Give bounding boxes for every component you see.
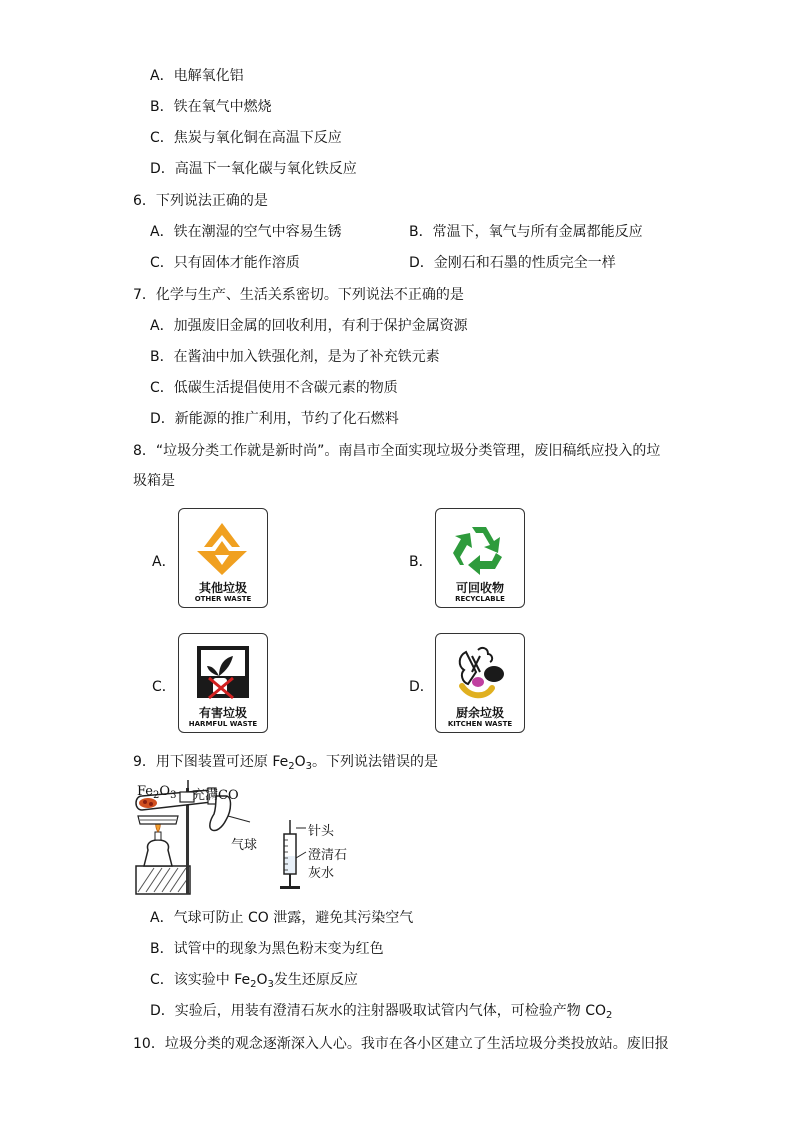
other-waste-icon [179,517,266,577]
needle-label: 针头 [308,824,335,839]
q6-option-d: D．金刚石和石墨的性质完全一样 [409,255,616,271]
q8-option-a-bin [178,508,268,608]
q7-option-c: C．低碳生活提倡使用不含碳元素的物质 [150,380,398,396]
q5-option-b: B．铁在氧气中燃烧 [150,99,272,115]
q6-option-b: B．常温下，氧气与所有金属都能反应 [409,224,643,240]
q10-stem: 10．垃圾分类的观念逐渐深入人心。我市在各小区建立了生活垃圾分类投放站。废旧报 [133,1036,669,1052]
fe2o3-label: $Fe_2O_3$ [137,784,177,801]
q8-stem-line1: 8．“垃圾分类工作就是新时尚”。南昌市全面实现垃圾分类管理，废旧稿纸应投入的垃 [133,443,661,459]
q8-option-b-en: RECYCLABLE [455,595,505,603]
co-label: 充满CO [192,788,239,803]
alcohol-lamp [144,840,172,866]
kitchen-waste-icon [436,642,523,702]
q9-option-c: C．该实验中 $Fe_2O_3$发生还原反应 [150,972,358,990]
harmful-waste-icon [179,642,266,702]
q7-option-a: A．加强废旧金属的回收利用，有利于保护金属资源 [150,318,468,334]
q8-option-d-bin [435,633,525,733]
q8-option-b-bin [435,508,525,608]
q7-option-d: D．新能源的推广利用，节约了化石燃料 [150,411,399,427]
q8-option-d-cn: 厨余垃圾 [455,706,504,720]
q8-option-d-en: KITCHEN WASTE [447,720,513,728]
q9-option-d: D．实验后，用装有澄清石灰水的注射器吸取试管内气体，可检验产物 $CO_2$ [150,1003,613,1021]
q6-option-a: A．铁在潮湿的空气中容易生锈 [150,224,342,240]
q8-option-a-en: OTHER WASTE [194,595,252,603]
q8-option-a-cn: 其他垃圾 [198,581,247,595]
recycle-icon [436,517,523,577]
q8-option-c-bin [178,633,268,733]
q6-stem: 6．下列说法正确的是 [133,193,268,209]
q5-option-a: A．电解氧化铝 [150,68,244,84]
q8-option-c-en: HARMFUL WASTE [188,720,258,728]
q7-stem: 7．化学与生产、生活关系密切。下列说法不正确的是 [133,287,464,303]
q8-option-d-letter: D． [409,679,434,695]
q9-stem: 9．用下图装置可还原 $Fe_2O_3$。下列说法错误的是 [133,754,439,772]
q6-option-c: C．只有固体才能作溶质 [150,255,300,271]
q8-stem-line2: 圾箱是 [133,473,175,489]
q8-option-b-letter: B． [409,554,433,570]
q9-option-a: A．气球可防止 CO 泄露，避免其污染空气 [150,910,414,926]
q9-option-b: B．试管中的现象为黑色粉末变为红色 [150,941,384,957]
q8-option-b-cn: 可回收物 [455,581,504,595]
limewater-label-line1: 澄清石 [308,848,348,863]
q7-option-b: B．在酱油中加入铁强化剂，是为了补充铁元素 [150,349,440,365]
q8-option-a-letter: A． [152,554,176,570]
limewater-label-line2: 灰水 [308,866,335,881]
q8-option-c-letter: C． [152,679,176,695]
q8-option-c-cn: 有害垃圾 [198,706,247,720]
q5-option-d: D．高温下一氧化碳与氧化铁反应 [150,161,357,177]
q5-option-c: C．焦炭与氧化铜在高温下反应 [150,130,342,146]
balloon-label: 气球 [231,838,258,853]
